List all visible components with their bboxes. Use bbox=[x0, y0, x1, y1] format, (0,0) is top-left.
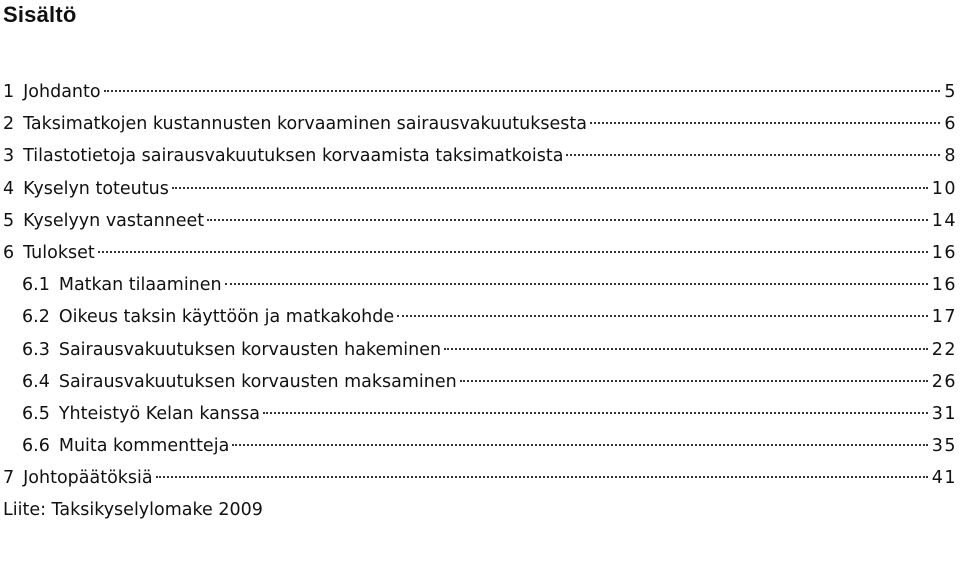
toc-entry-6-1[interactable] bbox=[0, 269, 960, 301]
dot-leader bbox=[263, 412, 928, 414]
toc-entry-label: Tilastotietoja sairausvakuutuksen korvaamista taksimatkoista bbox=[23, 146, 564, 167]
toc-entry-7[interactable] bbox=[0, 462, 960, 494]
toc-entry-label: Taksimatkojen kustannusten korvaaminen sairausvakuutuksesta bbox=[23, 114, 587, 135]
toc-entry-number: 4 bbox=[3, 178, 15, 199]
toc-entry-6-3[interactable] bbox=[0, 334, 960, 366]
toc-entry-page: 16 bbox=[931, 242, 957, 263]
toc-entry-label: Johdanto bbox=[23, 82, 101, 102]
dot-leader bbox=[460, 380, 928, 382]
toc-entry-page: 17 bbox=[931, 307, 957, 328]
dot-leader bbox=[397, 315, 928, 317]
toc-entry-4[interactable] bbox=[0, 173, 960, 205]
toc-entry-label: Matkan tilaaminen bbox=[58, 275, 222, 296]
toc-entry-6-5[interactable] bbox=[0, 398, 960, 430]
toc-entry-label: Johtopäätöksiä bbox=[23, 468, 153, 489]
toc-entry-label: Yhteistyö Kelan kanssa bbox=[58, 403, 260, 424]
dot-leader bbox=[590, 122, 940, 124]
toc-entry-number: 3 bbox=[3, 146, 15, 167]
toc-entry-page: 31 bbox=[931, 403, 957, 424]
dot-leader bbox=[566, 154, 940, 156]
toc-entry-page: 26 bbox=[931, 371, 957, 392]
toc-entry-page: 22 bbox=[931, 339, 957, 360]
toc-entry-number: 6.2 bbox=[22, 307, 50, 328]
toc-appendix[interactable] bbox=[0, 494, 960, 526]
toc-entry-1[interactable] bbox=[0, 76, 960, 108]
toc-entry-6-6[interactable] bbox=[0, 430, 960, 462]
toc-entry-number: 6.1 bbox=[22, 275, 50, 296]
toc-entry-page: 16 bbox=[931, 275, 957, 296]
dot-leader bbox=[207, 219, 928, 221]
toc-entry-label: Kyselyn toteutus bbox=[23, 178, 169, 199]
dot-leader bbox=[232, 444, 927, 446]
toc-entry-number: 1 bbox=[3, 82, 15, 102]
toc-entry-page: 35 bbox=[931, 436, 957, 457]
dot-leader bbox=[225, 283, 928, 285]
toc-entry-3[interactable] bbox=[0, 140, 960, 172]
toc-entry-page: 41 bbox=[931, 468, 957, 489]
toc-entry-label: Tulokset bbox=[23, 242, 95, 263]
toc-entry-label: Sairausvakuutuksen korvausten maksaminen bbox=[58, 371, 457, 392]
toc-entry-label: Sairausvakuutuksen korvausten hakeminen bbox=[58, 339, 442, 360]
toc-entry-page: 6 bbox=[944, 114, 957, 135]
dot-leader bbox=[172, 187, 928, 189]
toc-entry-label: Kyselyyn vastanneet bbox=[23, 210, 205, 231]
toc-entry-label: Oikeus taksin käyttöön ja matkakohde bbox=[58, 307, 395, 328]
toc-entry-6[interactable] bbox=[0, 237, 960, 269]
toc-entry-5[interactable] bbox=[0, 205, 960, 237]
table-of-contents bbox=[0, 76, 960, 527]
toc-entry-number: 6.6 bbox=[22, 436, 50, 457]
dot-leader bbox=[156, 476, 928, 478]
toc-entry-2[interactable] bbox=[0, 108, 960, 140]
toc-entry-page: 14 bbox=[931, 210, 957, 231]
toc-title: Sisältö bbox=[3, 2, 77, 27]
toc-entry-number: 6 bbox=[3, 242, 15, 263]
appendix-label: Liite: Taksikyselylomake 2009 bbox=[3, 500, 263, 521]
toc-entry-label: Muita kommentteja bbox=[58, 436, 230, 457]
toc-entry-page: 10 bbox=[931, 178, 957, 199]
toc-entry-number: 7 bbox=[3, 468, 15, 489]
toc-entry-number: 6.4 bbox=[22, 371, 50, 392]
toc-entry-page: 8 bbox=[944, 146, 957, 167]
toc-entry-number: 5 bbox=[3, 210, 15, 231]
dot-leader bbox=[98, 251, 928, 253]
dot-leader bbox=[444, 348, 928, 350]
toc-entry-number: 6.5 bbox=[22, 403, 50, 424]
toc-entry-6-4[interactable] bbox=[0, 366, 960, 398]
dot-leader bbox=[104, 90, 941, 92]
toc-entry-number: 2 bbox=[3, 114, 15, 135]
toc-entry-6-2[interactable] bbox=[0, 301, 960, 333]
toc-entry-number: 6.3 bbox=[22, 339, 50, 360]
toc-entry-page: 5 bbox=[944, 82, 957, 102]
